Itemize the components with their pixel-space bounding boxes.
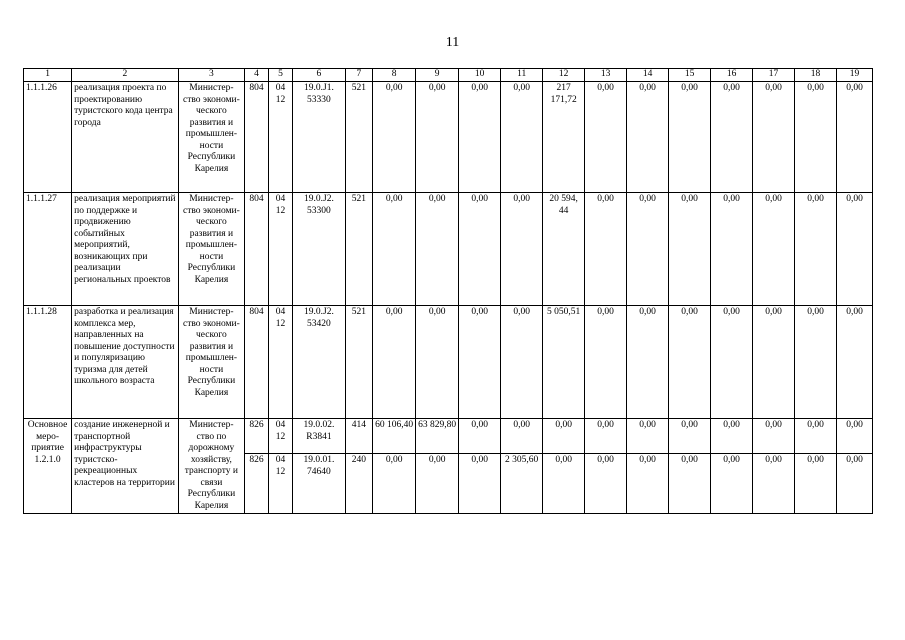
column-header: 6 — [293, 69, 345, 82]
cell-c16: 0,00 — [711, 419, 753, 454]
column-header: 18 — [795, 69, 837, 82]
row-code: Основное меро-приятие 1.2.1.0 — [24, 419, 72, 514]
cell-c5: 04 12 — [268, 306, 293, 419]
column-header: 15 — [669, 69, 711, 82]
cell-c14: 0,00 — [627, 193, 669, 306]
column-header: 8 — [373, 69, 416, 82]
cell-c13: 0,00 — [585, 193, 627, 306]
cell-c5: 04 12 — [268, 193, 293, 306]
column-header: 17 — [753, 69, 795, 82]
cell-c8: 0,00 — [373, 193, 416, 306]
row-agency: Министер-ство экономи-ческого развития и промышлен-ности Республики Карелия — [178, 306, 245, 419]
column-header: 3 — [178, 69, 245, 82]
cell-c7: 521 — [345, 193, 373, 306]
row-code: 1.1.1.27 — [24, 193, 72, 306]
cell-c7: 521 — [345, 306, 373, 419]
cell-c17: 0,00 — [753, 306, 795, 419]
cell-c4: 826 — [245, 419, 269, 454]
row-agency: Министер-ство экономи-ческого развития и промышлен-ности Республики Карелия — [178, 193, 245, 306]
cell-c9: 0,00 — [416, 82, 459, 193]
cell-c19: 0,00 — [837, 306, 873, 419]
cell-c15: 0,00 — [669, 454, 711, 514]
column-header: 2 — [72, 69, 179, 82]
cell-c4: 804 — [245, 82, 269, 193]
cell-c6: 19.0.02. R3841 — [293, 419, 345, 454]
cell-c12: 0,00 — [543, 419, 585, 454]
cell-c5: 04 12 — [268, 419, 293, 454]
row-agency: Министер-ство по дорожному хозяйству, транспорту и связи Республики Карелия — [178, 419, 245, 514]
cell-c13: 0,00 — [585, 454, 627, 514]
cell-c8: 0,00 — [373, 306, 416, 419]
column-header: 4 — [245, 69, 269, 82]
column-header: 9 — [416, 69, 459, 82]
column-header: 7 — [345, 69, 373, 82]
column-header: 12 — [543, 69, 585, 82]
column-header: 19 — [837, 69, 873, 82]
cell-c19: 0,00 — [837, 82, 873, 193]
cell-c17: 0,00 — [753, 454, 795, 514]
cell-c14: 0,00 — [627, 82, 669, 193]
cell-c11: 2 305,60 — [501, 454, 543, 514]
cell-c7: 240 — [345, 454, 373, 514]
cell-c7: 521 — [345, 82, 373, 193]
cell-c4: 804 — [245, 306, 269, 419]
table-row — [24, 82, 873, 193]
cell-c7: 414 — [345, 419, 373, 454]
budget-table — [23, 68, 873, 514]
cell-c10: 0,00 — [459, 454, 501, 514]
cell-c17: 0,00 — [753, 193, 795, 306]
cell-c13: 0,00 — [585, 82, 627, 193]
cell-c12: 217 171,72 — [543, 82, 585, 193]
cell-c18: 0,00 — [795, 306, 837, 419]
cell-c12: 5 050,51 — [543, 306, 585, 419]
cell-c11: 0,00 — [501, 193, 543, 306]
cell-c16: 0,00 — [711, 82, 753, 193]
row-code: 1.1.1.28 — [24, 306, 72, 419]
cell-c15: 0,00 — [669, 82, 711, 193]
column-header: 1 — [24, 69, 72, 82]
cell-c6: 19.0.J2. 53300 — [293, 193, 345, 306]
row-name: реализация мероприятий по поддержке и продвижению событийных мероприятий, возникающих при реализации региональных проектов — [72, 193, 179, 306]
cell-c14: 0,00 — [627, 306, 669, 419]
cell-c13: 0,00 — [585, 306, 627, 419]
cell-c13: 0,00 — [585, 419, 627, 454]
table-row — [24, 419, 873, 454]
cell-c6: 19.0.J1. 53330 — [293, 82, 345, 193]
cell-c5: 04 12 — [268, 454, 293, 514]
cell-c8: 0,00 — [373, 82, 416, 193]
row-code: 1.1.1.26 — [24, 82, 72, 193]
cell-c16: 0,00 — [711, 454, 753, 514]
cell-c14: 0,00 — [627, 454, 669, 514]
cell-c19: 0,00 — [837, 419, 873, 454]
cell-c8: 0,00 — [373, 454, 416, 514]
table-row — [24, 306, 873, 419]
cell-c6: 19.0.J2. 53420 — [293, 306, 345, 419]
cell-c18: 0,00 — [795, 193, 837, 306]
cell-c12: 20 594, 44 — [543, 193, 585, 306]
cell-c18: 0,00 — [795, 82, 837, 193]
cell-c12: 0,00 — [543, 454, 585, 514]
column-header: 13 — [585, 69, 627, 82]
column-header: 10 — [459, 69, 501, 82]
row-name: реализация проекта по проектированию туристского кода центра города — [72, 82, 179, 193]
cell-c19: 0,00 — [837, 454, 873, 514]
cell-c18: 0,00 — [795, 419, 837, 454]
cell-c4: 826 — [245, 454, 269, 514]
cell-c4: 804 — [245, 193, 269, 306]
cell-c11: 0,00 — [501, 82, 543, 193]
cell-c10: 0,00 — [459, 419, 501, 454]
page-number: 11 — [445, 35, 460, 50]
cell-c11: 0,00 — [501, 306, 543, 419]
cell-c9: 0,00 — [416, 193, 459, 306]
cell-c10: 0,00 — [459, 193, 501, 306]
cell-c9: 0,00 — [416, 454, 459, 514]
column-header: 16 — [711, 69, 753, 82]
cell-c18: 0,00 — [795, 454, 837, 514]
cell-c9: 63 829,80 — [416, 419, 459, 454]
column-header: 14 — [627, 69, 669, 82]
column-header: 11 — [501, 69, 543, 82]
cell-c10: 0,00 — [459, 306, 501, 419]
cell-c10: 0,00 — [459, 82, 501, 193]
cell-c5: 04 12 — [268, 82, 293, 193]
cell-c9: 0,00 — [416, 306, 459, 419]
cell-c16: 0,00 — [711, 306, 753, 419]
cell-c15: 0,00 — [669, 306, 711, 419]
cell-c11: 0,00 — [501, 419, 543, 454]
cell-c15: 0,00 — [669, 193, 711, 306]
header-row — [24, 69, 873, 82]
cell-c19: 0,00 — [837, 193, 873, 306]
cell-c15: 0,00 — [669, 419, 711, 454]
cell-c14: 0,00 — [627, 419, 669, 454]
row-agency: Министер-ство экономи-ческого развития и промышлен-ности Республики Карелия — [178, 82, 245, 193]
cell-c17: 0,00 — [753, 82, 795, 193]
cell-c16: 0,00 — [711, 193, 753, 306]
column-header: 5 — [268, 69, 293, 82]
cell-c17: 0,00 — [753, 419, 795, 454]
table-row — [24, 193, 873, 306]
cell-c8: 60 106,40 — [373, 419, 416, 454]
row-name: создание инженерной и транспортной инфраструктуры туристско-рекреационных кластеров на территории — [72, 419, 179, 514]
row-name: разработка и реализация комплекса мер, направленных на повышение доступности и популяризацию туризма для детей школьного возраста — [72, 306, 179, 419]
cell-c6: 19.0.01. 74640 — [293, 454, 345, 514]
